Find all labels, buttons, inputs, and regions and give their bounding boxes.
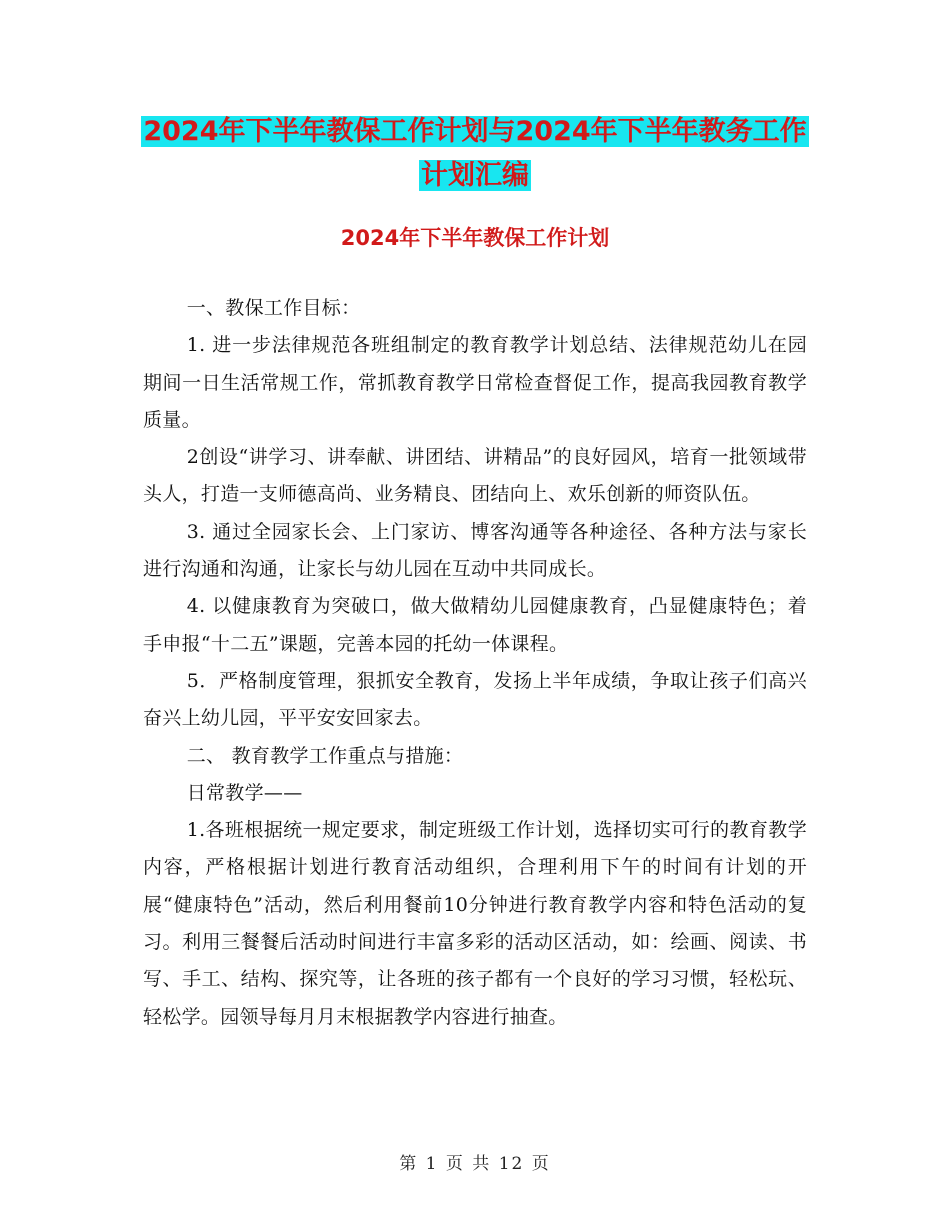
paragraph: 5．严格制度管理，狠抓安全教育，发扬上半年成绩，争取让孩子们高兴奋兴上幼儿园，平平安安回家去。 [143, 669, 807, 730]
section-title: 2024年下半年教保工作计划 [340, 226, 610, 250]
paragraph: 1.各班根据统一规定要求，制定班级工作计划，选择切实可行的教育教学内容，严格根据计划进行教育活动组织，合理利用下午的时间有计划的开展“健康特色”活动，然后利用餐前10分钟进行教育教学内容和特色活动的复习。利用三餐餐后活动时间进行丰富多彩的活动区活动，如：绘画、阅读、书写、手工、结构、探究等，让各班的孩子都有一个良好的学习习惯，轻松玩、轻松学。园领导每月月末根据教学内容进行抽查。 [143, 819, 807, 1028]
document-title-line-1 [0, 110, 950, 154]
page-footer: 第 1 页 共 12 页 [399, 1154, 551, 1174]
paragraph: 二、 教育教学工作重点与措施： [186, 744, 464, 767]
paragraph: 日常教学—— [186, 781, 303, 804]
paragraph: 1. 进一步法律规范各班组制定的教育教学计划总结、法律规范幼儿在园期间一日生活常规工作，常抓教育教学日常检查督促工作，提高我园教育教学质量。 [143, 334, 807, 431]
document-title-text-2: 计划汇编 [421, 160, 529, 191]
paragraph: 3. 通过全园家长会、上门家访、博客沟通等各种途径、各种方法与家长进行沟通和沟通，让家长与幼儿园在互动中共同成长。 [143, 520, 807, 581]
document-title-text-1: 2024年下半年教保工作计划与2024年下半年教务工作 [143, 116, 807, 147]
paragraph: 4. 以健康教育为突破口，做大做精幼儿园健康教育，凸显健康特色；着手申报“十二五”课题，完善本园的托幼一体课程。 [143, 595, 807, 655]
document-body [143, 290, 807, 1036]
document-title-line-2 [0, 154, 950, 198]
paragraph: 一、教保工作目标： [186, 297, 361, 319]
paragraph: 2创设“讲学习、讲奉献、讲团结、讲精品”的良好园风，培育一批领域带头人，打造一支师德高尚、业务精良、团结向上、欢乐创新的师资队伍。 [143, 446, 807, 506]
